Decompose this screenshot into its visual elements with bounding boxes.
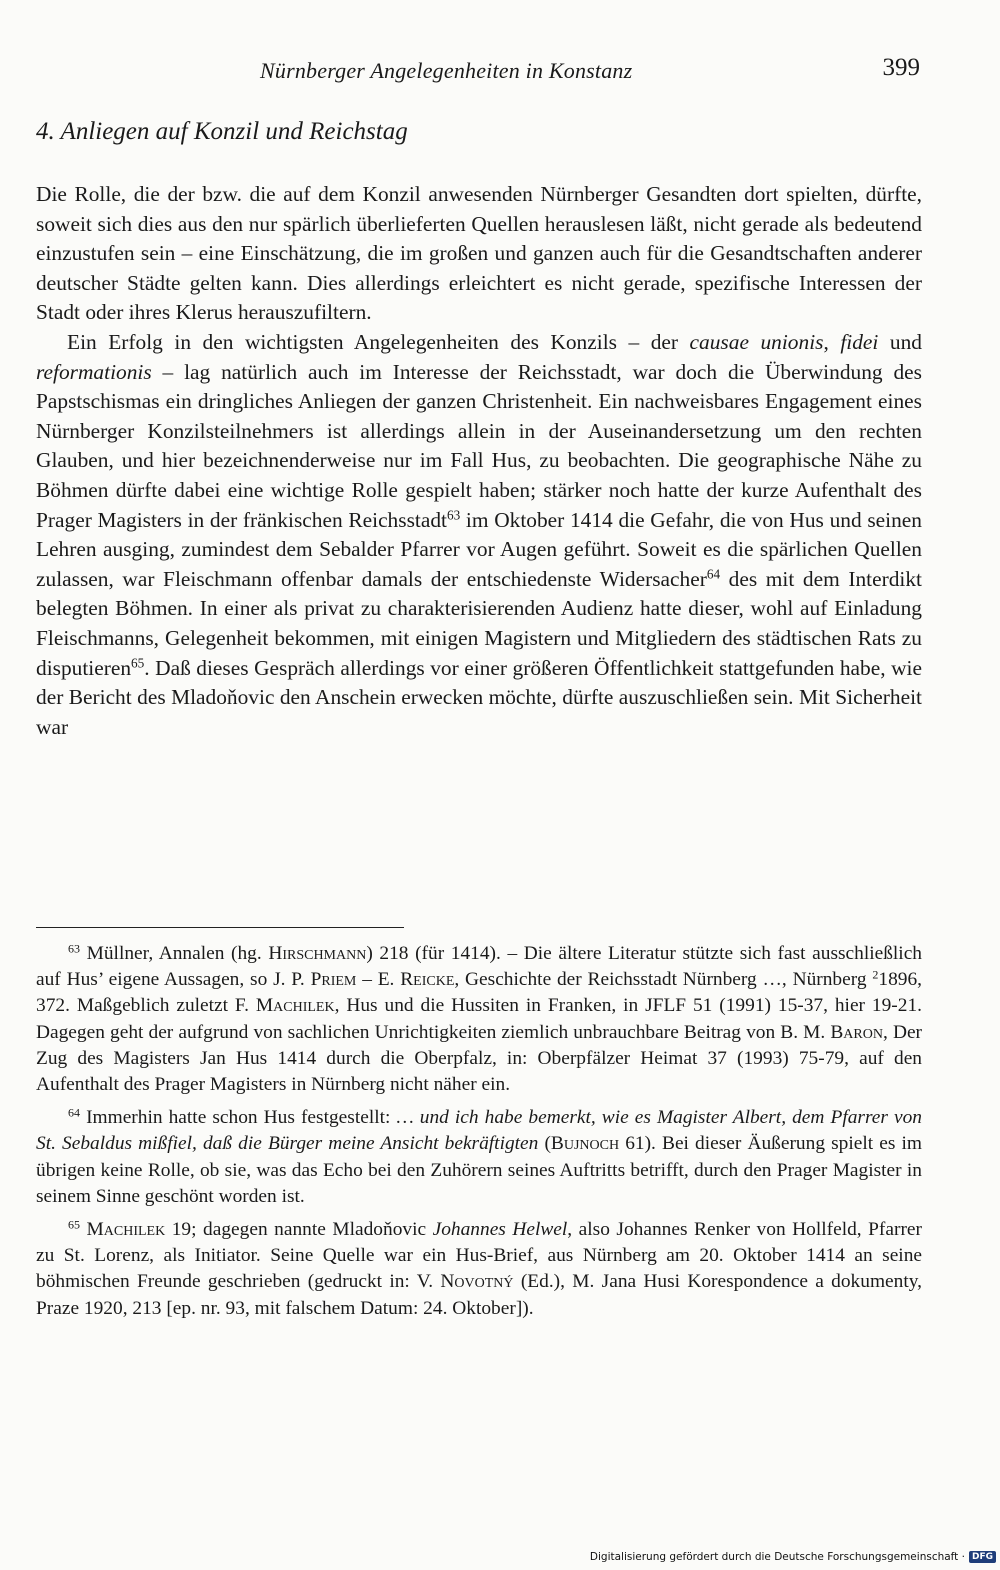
section-heading: 4. Anliegen auf Konzil und Reichstag xyxy=(36,118,408,145)
footnote-number: 64 xyxy=(68,1105,81,1120)
text-run: , xyxy=(823,329,841,354)
text-run: ) 218 (für 1414). – Die ältere Literatur stützte sich fast ausschließlich auf Hus’ eigene Aussagen, so J. P. xyxy=(36,943,922,991)
text-run: , also Johannes Renker von Hollfeld, Pfarrer zu St. Lorenz, als Initiator. Seine Quelle war ein Hus-Brief, aus Nürnberg am 20. Oktober 1414 an seine böhmischen Freunde geschrieben (gedruckt in: V. xyxy=(36,1219,922,1293)
author-name: Bujnoch xyxy=(550,1133,620,1155)
footnote-number: 65 xyxy=(68,1217,81,1232)
body-text xyxy=(36,180,922,742)
footnote-ref-65[interactable]: 65 xyxy=(131,655,145,671)
text-run: 1896, 372. Maßgeblich zuletzt F. xyxy=(36,969,923,1017)
footnote-ref-64[interactable]: 64 xyxy=(706,566,721,582)
footer-text: Digitalisierung gefördert durch die Deutsche Forschungsgemeinschaft · xyxy=(589,1551,965,1563)
footnote-ref-63[interactable]: 63 xyxy=(446,507,461,523)
digitization-footer xyxy=(590,1548,996,1566)
author-name: Machilek xyxy=(80,1219,166,1241)
footnote-number: 63 xyxy=(68,941,81,956)
text-run: 19; dagegen nannte Mladoňovic xyxy=(165,1219,433,1241)
italic-name: Johannes Helwel xyxy=(432,1219,568,1241)
text-run: im Oktober 1414 die Gefahr, die von Hus und seinen Lehren ausging, zumindest dem Sebalder Pfarrer vor Augen geführt. Soweit es die spärlichen Quellen zulassen, war Fleischmann offenbar damals der entschiedenste Widersacher xyxy=(36,507,922,591)
footnote-65 xyxy=(36,1217,922,1322)
author-name: Novotný xyxy=(440,1271,514,1293)
text-run: , Geschichte der Reichsstadt Nürnberg …, Nürnberg xyxy=(454,969,873,991)
text-run: – lag natürlich auch im Interesse der Reichsstadt, war doch die Überwindung des Papstschismas ein dringliches Anliegen der ganzen Christenheit. Ein nachweisbares Engagement eines Nürnberger Konzilsteilnehmers ist allerdings allein in der Auseinandersetzung um den rechten Glauben, und hier bezeichnenderweise nur im Fall Hus, zu beobachten. Die geographische Nähe zu Böhmen dürfte dabei eine wichtige Rolle gespielt haben; stärker noch hatte der kurze Aufenthalt des Prager Magisters in der fränkischen Reichsstadt xyxy=(36,359,922,532)
edition-superscript: 2 xyxy=(872,967,879,982)
quotation: … und ich habe bemerkt, wie es Magister Albert, dem Pfarrer von St. Sebaldus mißfiel, daß die Bürger meine Ansicht bekräftigten xyxy=(36,1107,922,1155)
running-head-title: Nürnberger Angelegenheiten in Konstanz xyxy=(260,58,633,83)
italic-term: fidei xyxy=(840,329,879,354)
text-run: – E. xyxy=(356,969,401,991)
text-run: 61). Bei dieser Äußerung spielt es im übrigen keine Rolle, ob sie, was das Echo bei den Zuhörern seines Auftritts betrifft, durch den Prager Magister in seinem Sinne geschönt worden ist. xyxy=(36,1133,922,1207)
text-run: Immerhin hatte schon Hus festgestellt: xyxy=(80,1107,397,1129)
author-name: Priem xyxy=(310,969,357,991)
author-name: Baron xyxy=(830,1021,883,1043)
author-name: Machilek xyxy=(255,995,335,1017)
footnote-64 xyxy=(36,1105,922,1210)
text-run: und xyxy=(878,329,922,354)
text-run: , Der Zug des Magisters Jan Hus 1414 durch die Oberpfalz, in: Oberpfälzer Heimat 37 (1993) 75-79, auf den Aufenthalt des Prager Magisters in Nürnberg nicht näher ein. xyxy=(36,1021,923,1096)
text-run: Ein Erfolg in den wichtigsten Angelegenheiten des Konzils – der xyxy=(67,329,690,354)
paragraph-1: Die Rolle, die der bzw. die auf dem Konzil anwesenden Nürnberger Gesandten dort spielten, dürfte, soweit sich dies aus den nur spärlich überlieferten Quellen herauslesen läßt, nicht gerade als bedeutend einzustufen sein – eine Einschätzung, die im großen und ganzen auch für die Gesandtschaften anderer deutscher Städte gelten kann. Dies allerdings erleichtert es nicht gerade, spezifische Interessen der Stadt oder ihres Klerus herauszufiltern. xyxy=(36,182,922,325)
text-run: des mit dem Interdikt belegten Böhmen. In einer als privat zu charakterisierenden Audienz hatte dieser, wohl auf Einladung Fleischmanns, Gelegenheit bekommen, mit einigen Magistern und Mitgliedern des städtischen Rats zu disputieren xyxy=(36,566,922,680)
footnotes xyxy=(36,941,922,1329)
running-head xyxy=(36,54,920,90)
text-run: ( xyxy=(538,1133,551,1155)
paragraph-2 xyxy=(36,328,922,742)
footnote-63 xyxy=(36,941,922,1098)
text-run: (Ed.), M. Jana Husi Korespondence a dokumenty, Praze 1920, 213 [ep. nr. 93, mit falschem Datum: 24. Oktober]). xyxy=(36,1271,923,1319)
author-name: Reicke xyxy=(400,969,455,991)
author-name: Hirschmann xyxy=(268,943,367,964)
page-number: 399 xyxy=(882,54,920,81)
text-run: , Hus und die Hussiten in Franken, in JFLF 51 (1991) 15-37, hier 19-21. Dagegen geht der aufgrund von sachlichen Unrichtigkeiten ziemlich unbrauchbare Beitrag von B. M. xyxy=(36,995,922,1043)
footnote-divider xyxy=(36,927,404,928)
text-run: . Daß dieses Gespräch allerdings vor einer größeren Öffentlichkeit stattgefunden habe, wie der Bericht des Mladoňovic den Anschein erwecken möchte, dürfte auszuschließen sein. Mit Sicherheit war xyxy=(36,655,922,739)
italic-term: reformationis xyxy=(36,359,152,384)
dfg-logo-icon[interactable]: DFG xyxy=(969,1551,996,1563)
italic-term: causae unionis xyxy=(689,329,824,354)
text-run: Müllner, Annalen (hg. xyxy=(80,943,269,964)
